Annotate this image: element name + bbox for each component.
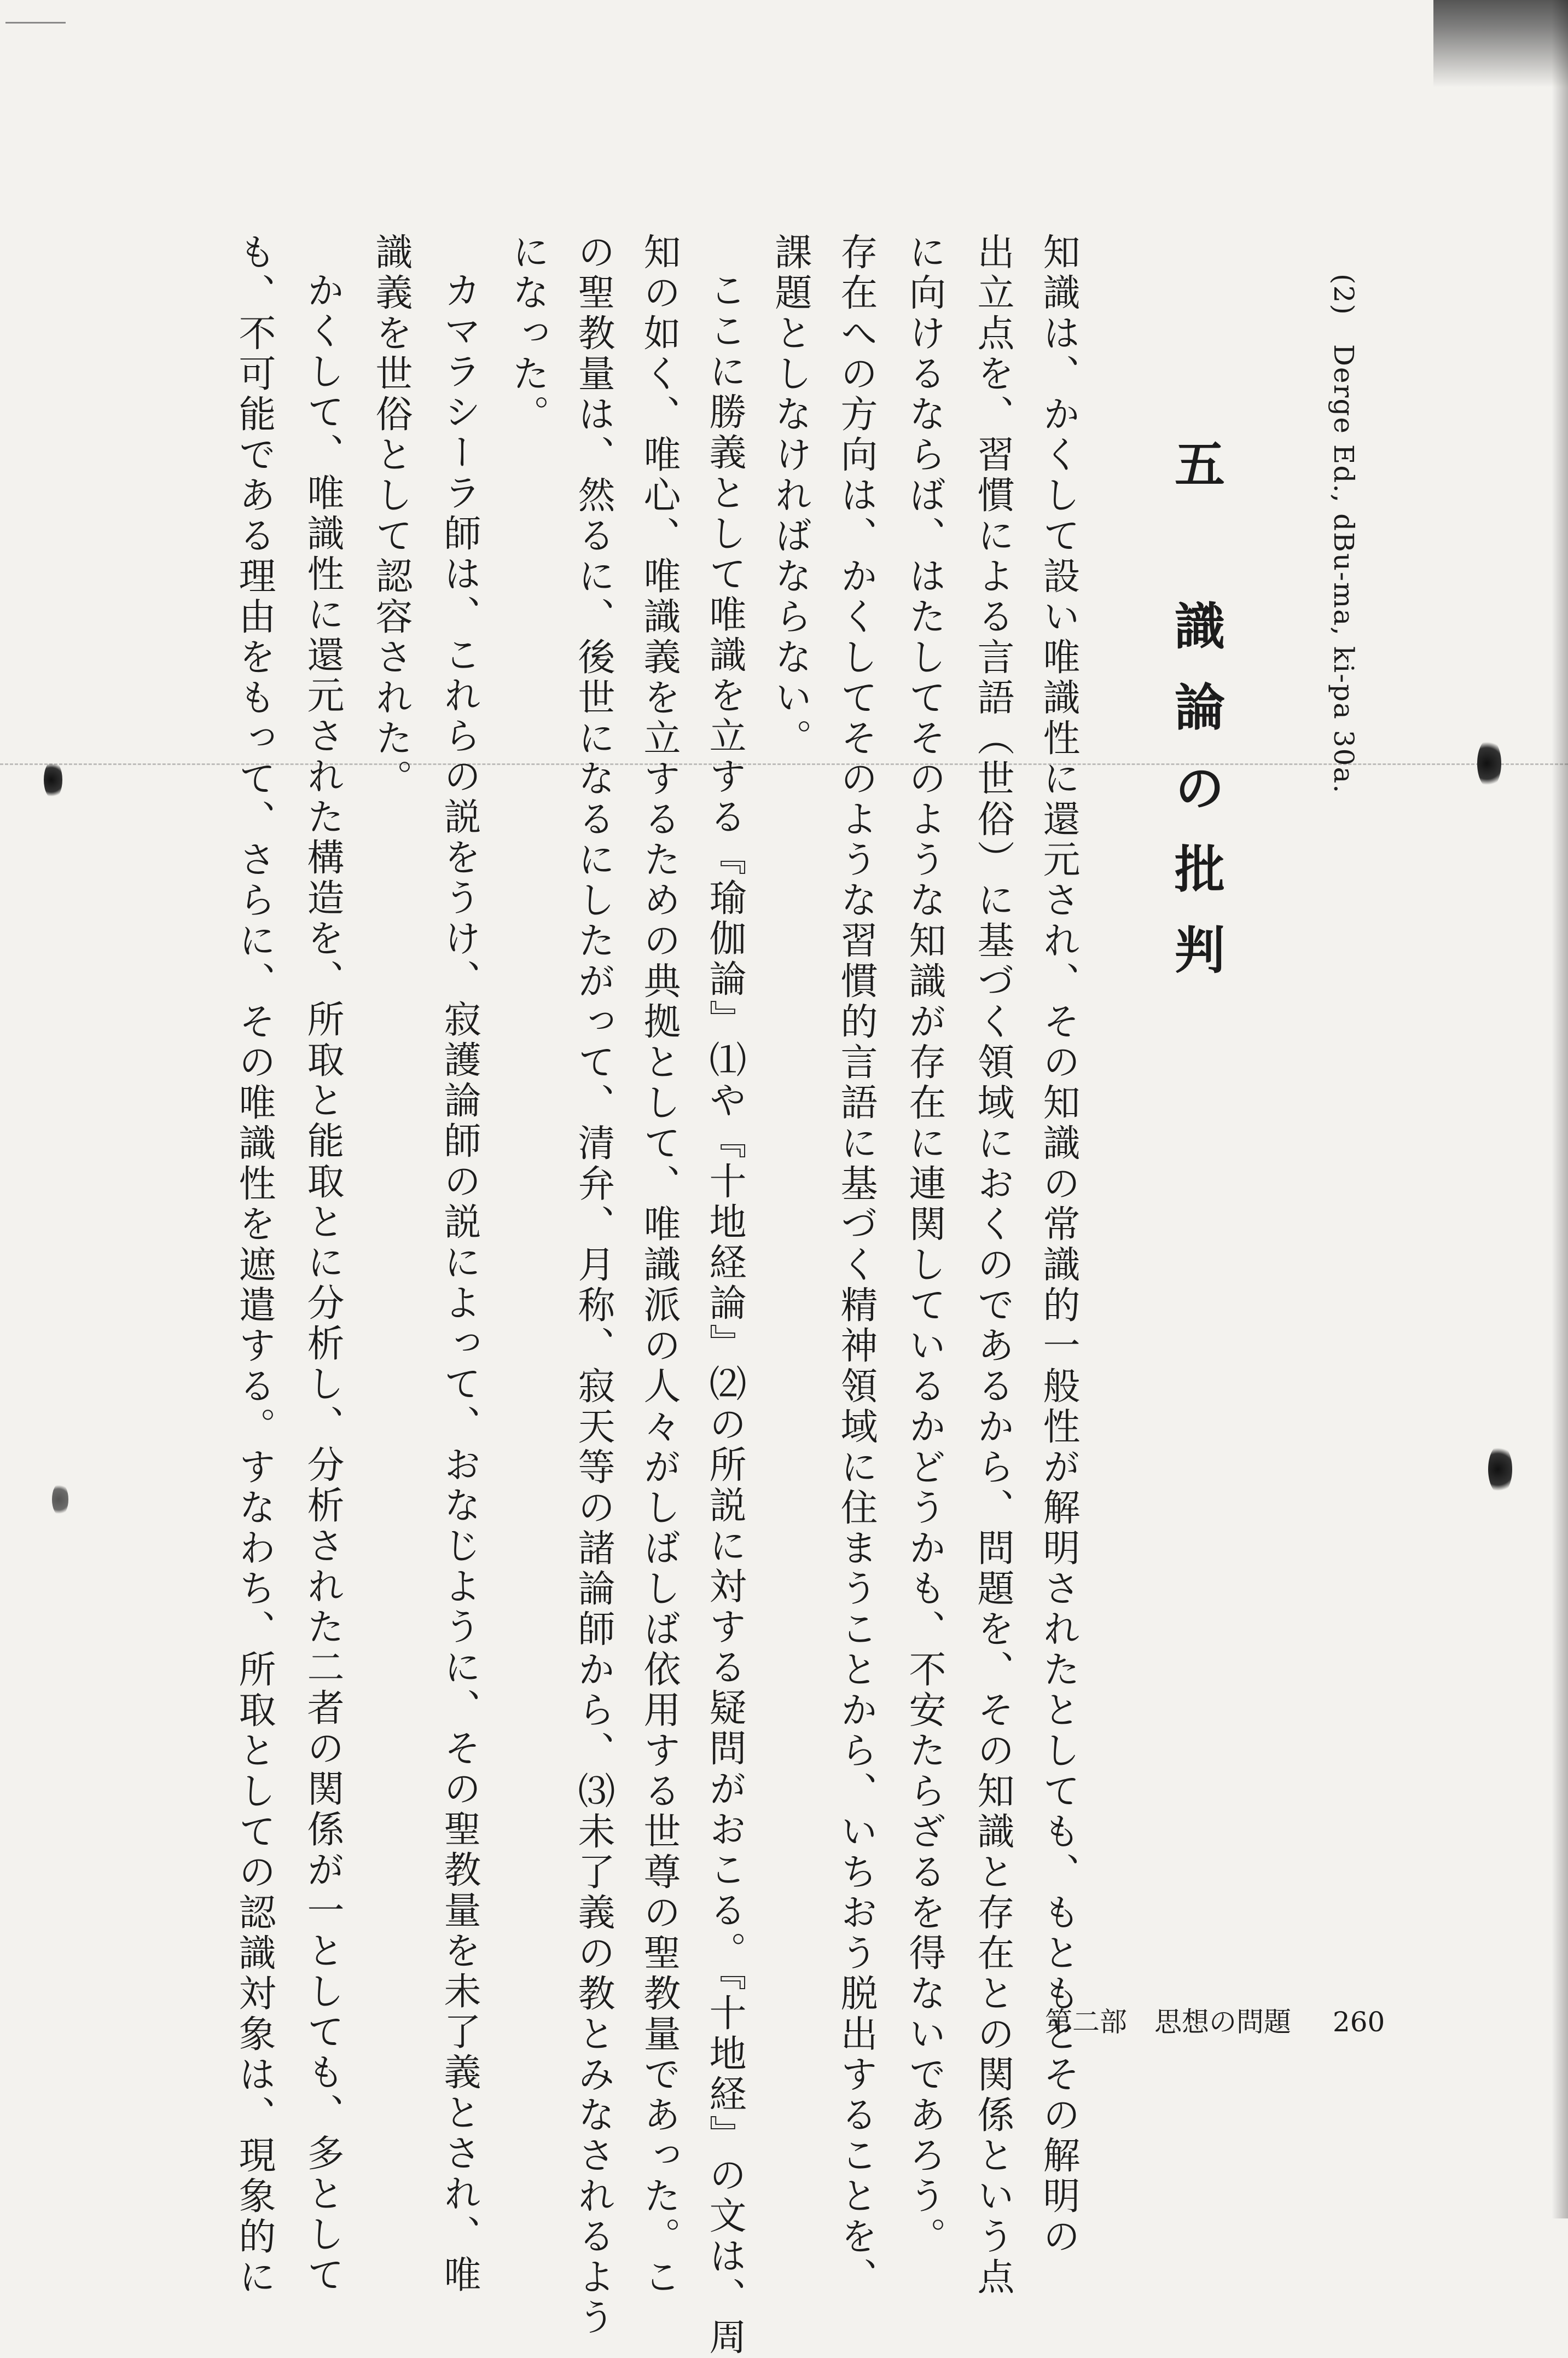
section-heading: 五 識論の批判 — [1166, 438, 1226, 1005]
body-column: カマラシーラ師は、これらの説をうけ、寂護論師の説によって、おなじように、その聖教量を未了義とされ、唯 — [438, 271, 481, 2296]
body-column: になった。 — [506, 233, 549, 435]
footnote: (2) Derge Ed., dBu-ma, ki-pa 30a. — [1328, 274, 1360, 795]
body-column: かくして、唯識性に還元された構造を、所取と能取とに分析し、分析された二者の関係が一としても、多として — [301, 271, 344, 2296]
body-column: 知識は、かくして設い唯識性に還元され、その知識の常識的一般性が解明されたとしても、もともとその解明の — [1037, 233, 1080, 2257]
binding-hole — [1477, 739, 1501, 788]
scan-shadow-right — [1552, 0, 1568, 2218]
body-column: 出立点を、習慣による言語（世俗）に基づく領域におくのであるから、問題を、その知識と存在との関係という点 — [971, 233, 1014, 2298]
body-column: 知の如く、唯心、唯識義を立するための典拠として、唯識派の人々がしばしば依用する世尊の聖教量であった。こ — [637, 233, 681, 2298]
scan-shadow-top — [1433, 0, 1568, 88]
body-column: に向けるならば、はたしてそのような知識が存在に連関しているかどうかも、不安たらざるを得ないであろう。 — [903, 233, 946, 2257]
body-column: 存在への方向は、かくしてそのような習慣的言語に基づく精神領域に住まうことから、いちおう脱出することを、 — [834, 233, 878, 2298]
page-footer — [1045, 2000, 1385, 2040]
body-column: も、不可能である理由をもって、さらに、その唯識性を遮遣する。すなわち、所取としての認識対象は、現象的に — [233, 233, 276, 2298]
body-column: 識義を世俗として認容された。 — [369, 233, 413, 799]
page-number: 260 — [1332, 2006, 1385, 2038]
scan-mark — [5, 22, 66, 24]
body-column: の聖教量は、然るに、後世になるにしたがって、清弁、月称、寂天等の諸論師から、⑶未了義の教とみなされるよう — [572, 233, 615, 2338]
binding-hole — [1488, 1445, 1512, 1494]
running-head: 第二部 思想の問題 — [1045, 2006, 1291, 2038]
binding-hole — [44, 761, 62, 799]
body-column: 課題としなければならない。 — [769, 233, 812, 759]
body-column: ここに勝義として唯識を立する『瑜伽論』⑴や『十地経論』⑵の所説に対する疑問がおこる。『十地経』の文は、周 — [703, 271, 746, 2358]
binding-hole — [52, 1483, 68, 1516]
